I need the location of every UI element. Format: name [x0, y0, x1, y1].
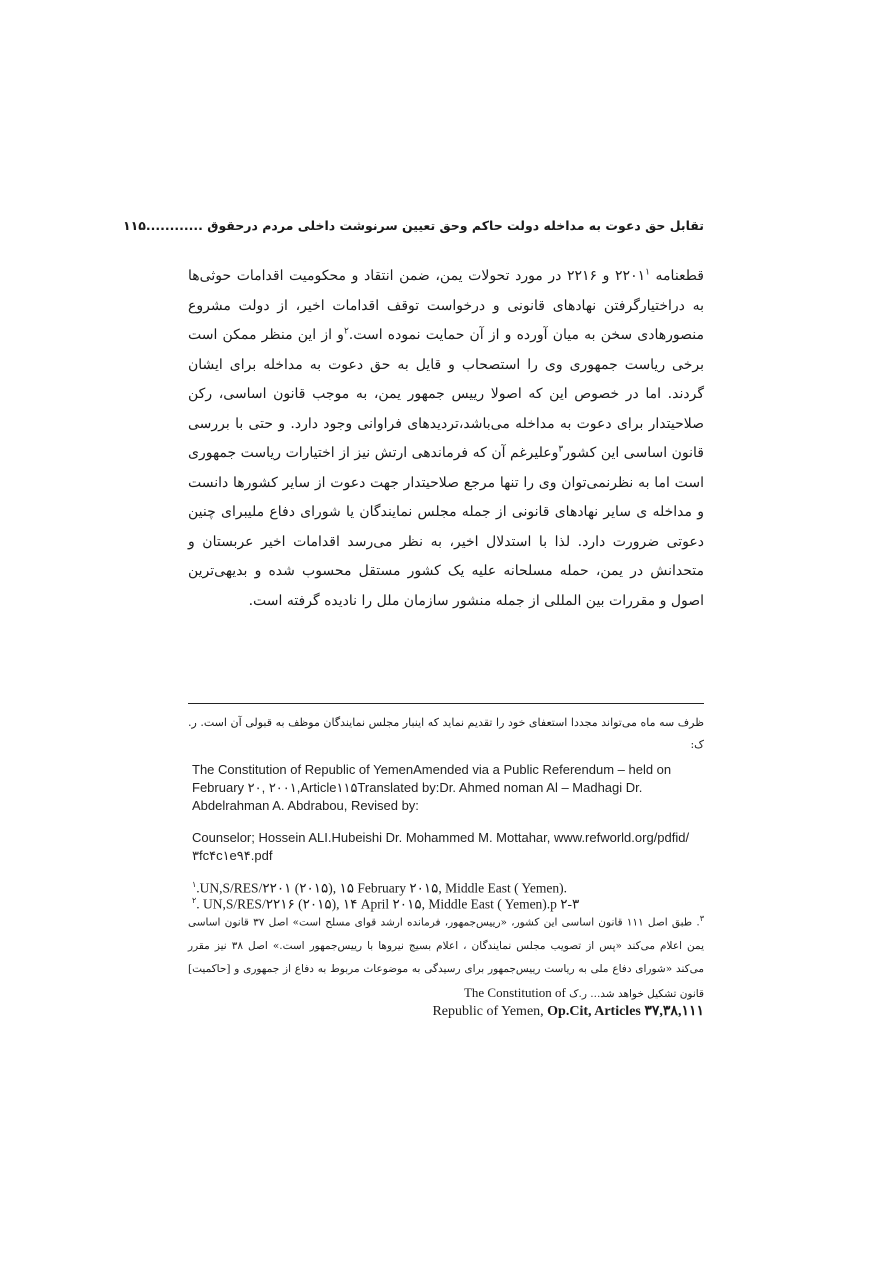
footnote-3-continued [188, 1003, 704, 1021]
footnote-constitution-citation: The Constitution of Republic of YemenAmended via a Public Referendum – held on February ۲۰, ۲۰۰۱,Article۱۱۵Translated by:Dr. Ahmed noman Al – Madhagi Dr. Abdelrahman A. Abdrabou, Revised by: [192, 762, 672, 813]
body-text-segment: و ۲۲۱۶ در مورد تحولات یمن، ضمن انتقاد و محکومیت اقدامات حوثی‌ها به دراختیارگرفتن نهادهای قانونی و درخواست توقف اقدامات اخیر، از دولت مشروع منصورهادی سخن به میان آورده و از آن حمایت نموده است. [188, 268, 704, 343]
running-title: تقابل حق دعوت به مداخله دولت حاکم وحق تعیین سرنوشت داخلی مردم درحقوق [207, 218, 704, 233]
footnote-2-number: ۲ [192, 896, 197, 905]
body-paragraph [188, 262, 704, 616]
footnote-1-text: .UN,S/RES/۲۲۰۱ (۲۰۱۵), ۱۵ February ۲۰۱۵, Middle East ( Yemen). [196, 880, 568, 896]
footnote-1-number: ۱ [192, 880, 197, 889]
document-page [123, 0, 704, 1263]
footnote-2-text: . UN,S/RES/۲۲۱۶ (۲۰۱۵), ۱۴ April ۲۰۱۵, Middle East ( Yemen).p ۲-۳ [196, 896, 580, 912]
footnote-3 [188, 907, 704, 1006]
footnote-separator [188, 703, 704, 704]
footnote-3-citation-bold: Op.Cit, Articles ۳۷,۳۸,۱۱۱ [547, 1004, 704, 1019]
body-text-segment: وعلیرغم آن که فرماندهی ارتش نیز از اختیارات ریاست جمهوری است اما به نظرنمی‌توان وی را تنها مرجع صلاحیتدار جهت دعوت از سایر کشورها دانست و مداخله ی سایر نهادهای قانونی از جمله مجلس نمایندگان یا شورای دفاع ملیبرای چنین دعوتی ضرورت دارد. لذا با استدلال اخیر، به نظر می‌رسد اقدامات اخیر عربستان و متحدانش در یمن، حمله مسلحانه علیه یک کشور مستقل محسوب شده و بدیهی‌ترین اصول و مقررات بین المللی از جمله منشور سازمان ملل را نادیده گرفته است. [188, 445, 704, 609]
footnote-ref-2: ۲ [343, 326, 349, 337]
body-text-segment: قطعنامه ۲۲۰۱ [615, 268, 704, 284]
footnote-3-text: . طبق اصل ۱۱۱ قانون اساسی این کشور، «رییس‌جمهور، فرمانده ارشد قوای مسلح است» اصل ۳۷ قانون اساسی یمن اعلام می‌کند «پس از تصویب مجلس نمایندگان ، اعلام بسیج نیروها با رییس‌جمهور است.» اصل ۳۸ نیز مقرر می‌کند «شورای دفاع ملی به ریاست رییس‌جمهور برای رسیدگی به موضوعات مربوط به دفاع از جمهوری و [حاکمیت] قانون تشکیل خواهد شد... ر.ک [188, 916, 704, 1000]
footnote-3-number: ۳ [699, 914, 704, 923]
footnote-3-citation-plain: Republic of Yemen, [432, 1004, 548, 1019]
header-dots: ............ [145, 218, 203, 233]
footnote-continued: ظرف سه ماه می‌تواند مجددا استعفای خود را تقدیم نماید که اینبار مجلس نمایندگان موظف به قبولی آن است. ر. ک: [188, 716, 704, 751]
running-header [123, 216, 704, 236]
footnote-ref-3: ۳ [558, 444, 564, 455]
body-text-segment: و از این منظر ممکن است برخی ریاست جمهوری وی را استصحاب و قایل به حق دعوت به مداخله برای ایشان گردند. اما در خصوص این که اصولا رییس جمهور یمن، به موجب قانون اساسی، رکن صلاحیتدار برای دعوت به مداخله می‌باشد،تردیدهای فراوانی وجود دارد. و حتی با بررسی قانون اساسی این کشور [188, 327, 704, 461]
page-number: ۱۱۵ [123, 218, 146, 233]
footnote-ref-1: ۱ [645, 267, 650, 278]
footnote-3-latin: The Constitution of [463, 984, 566, 1000]
footnote-constitution-url: Counselor; Hossein ALI.Hubeishi Dr. Mohammed M. Mottahar, www.refworld.org/pdfid/۳fc۴c۱e۹۴.pdf [192, 830, 690, 863]
